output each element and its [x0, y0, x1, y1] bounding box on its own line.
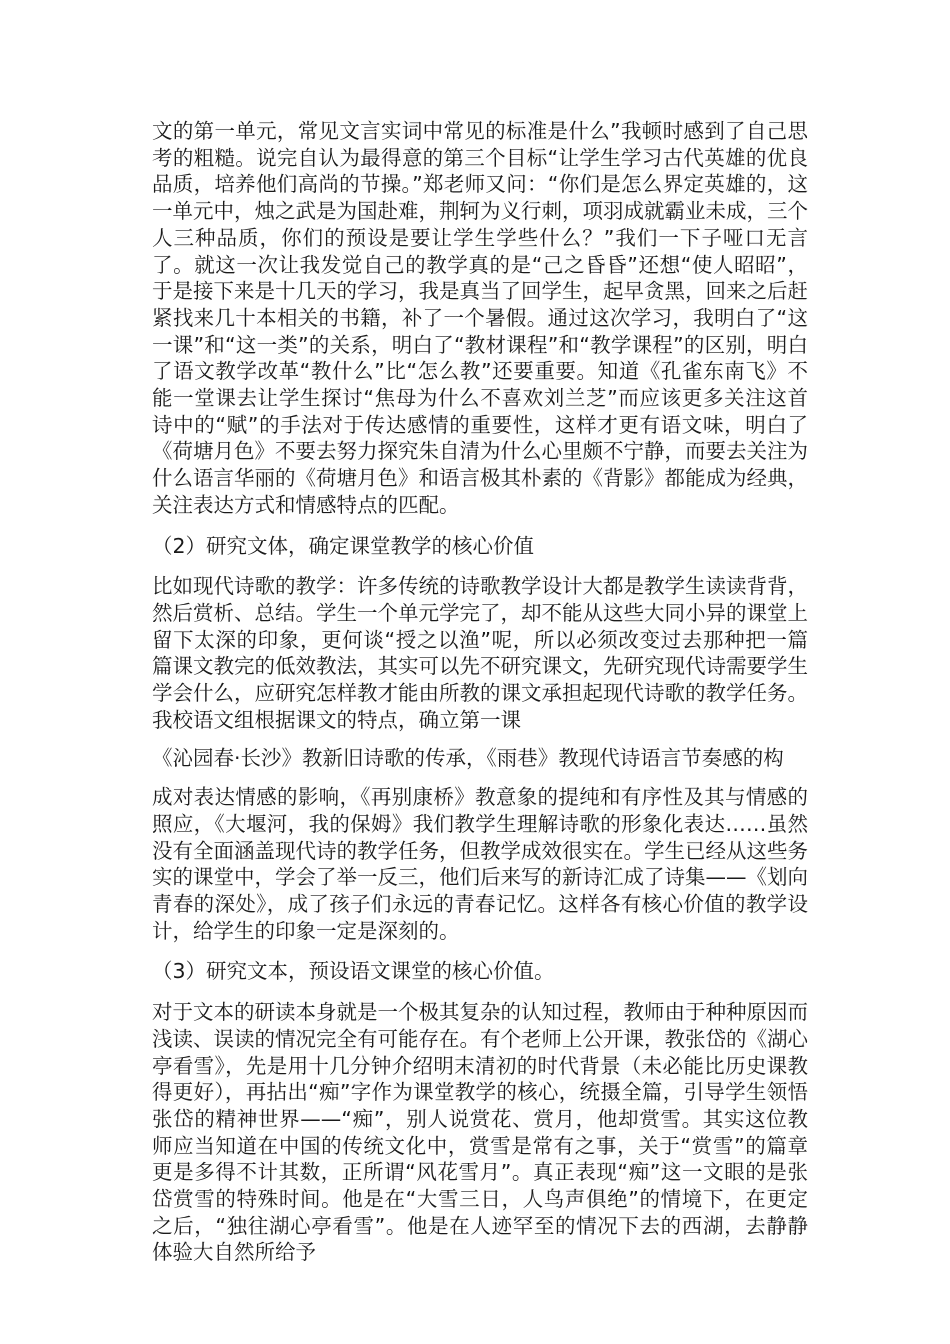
paragraph-poetry-continued: 成对表达情感的影响，《再别康桥》教意象的提纯和有序性及其与情感的照应，《大堰河，我的保姆》我们教学生理解诗歌的形象化表达……虽然没有全面涵盖现代诗的教学任务，但教学成效很实在。学生已经从这些务实的课堂中，学会了举一反三，他们后来写的新诗汇成了诗集——《划向青春的深处》，成了孩子们永远的青春记忆。这样各有核心价值的教学设计，给学生的印象一定是深刻的。 — [152, 785, 808, 943]
section-heading-2: （2）研究文体，确定课堂教学的核心价值 — [152, 533, 535, 558]
paragraph-intro: 文的第一单元，常见文言实词中常见的标准是什么”我顿时感到了自己思考的粗糙。说完自认为最得意的第三个目标“让学生学习古代英雄的优良品质，培养他们高尚的节操。”郑老师又问：“你们是怎么界定英雄的，这一单元中，烛之武是为国赴难，荆轲为义行刺，项羽成就霸业未成，三个人三种品质，你们的预设是要让学生学些什么？”我们一下子哑口无言了。就这一次让我发觉自己的教学真的是“己之昏昏”还想“使人昭昭”，于是接下来是十几天的学习，我是真当了回学生，起早贪黑，回来之后赶紧找来几十本相关的书籍，补了一个暑假。通过这次学习，我明白了“这一课”和“这一类”的关系，明白了“教材课程”和“教学课程”的区别，明白了语文教学改革“教什么”比“怎么教”还要重要。知道《孔雀东南飞》不能一堂课去让学生探讨“焦母为什么不喜欢刘兰芝”而应该更多关注这首诗中的“赋”的手法对于传达感情的重要性，这样才更有语文味，明白了《荷塘月色》不要去努力探究朱自清为什么心里颇不宁静，而要去关注为什么语言华丽的《荷塘月色》和语言极其朴素的《背影》都能成为经典，关注表达方式和情感特点的匹配。 — [152, 119, 808, 517]
document-page — [152, 118, 808, 1266]
section-heading-3: （3）研究文本，预设语文课堂的核心价值。 — [152, 959, 555, 984]
paragraph-poetry: 比如现代诗歌的教学：许多传统的诗歌教学设计大都是教学生读读背背，然后赏析、总结。学生一个单元学完了，却不能从这些大同小异的课堂上留下太深的印象，更何谈“授之以渔”呢，所以必须改变过去那种把一篇篇课文教完的低效教法，其实可以先不研究课文，先研究现代诗需要学生学会什么，应研究怎样教才能由所教的课文承担起现代诗歌的教学任务。我校语文组根据课文的特点，确立第一课 — [152, 574, 808, 732]
paragraph-poetry-line: 《沁园春·长沙》教新旧诗歌的传承，《雨巷》教现代诗语言节奏感的构 — [152, 746, 784, 771]
paragraph-text-study: 对于文本的研读本身就是一个极其复杂的认知过程，教师由于种种原因而浅读、误读的情况完全有可能存在。有个老师上公开课，教张岱的《湖心亭看雪》，先是用十几分钟介绍明末清初的时代背景（未必能比历史课教得更好），再拈出“痴”字作为课堂教学的核心，统摄全篇，引导学生领悟张岱的精神世界——“痴”，别人说赏花、赏月，他却赏雪。其实这位教师应当知道在中国的传统文化中，赏雪是常有之事，关于“赏雪”的篇章更是多得不计其数，正所谓“风花雪月”。真正表现“痴”这一文眼的是张岱赏雪的特殊时间。他是在“大雪三日，人鸟声俱绝”的情境下，在更定之后，“独往湖心亭看雪”。他是在人迹罕至的情况下去的西湖，去静静体验大自然所给予 — [152, 1000, 808, 1265]
